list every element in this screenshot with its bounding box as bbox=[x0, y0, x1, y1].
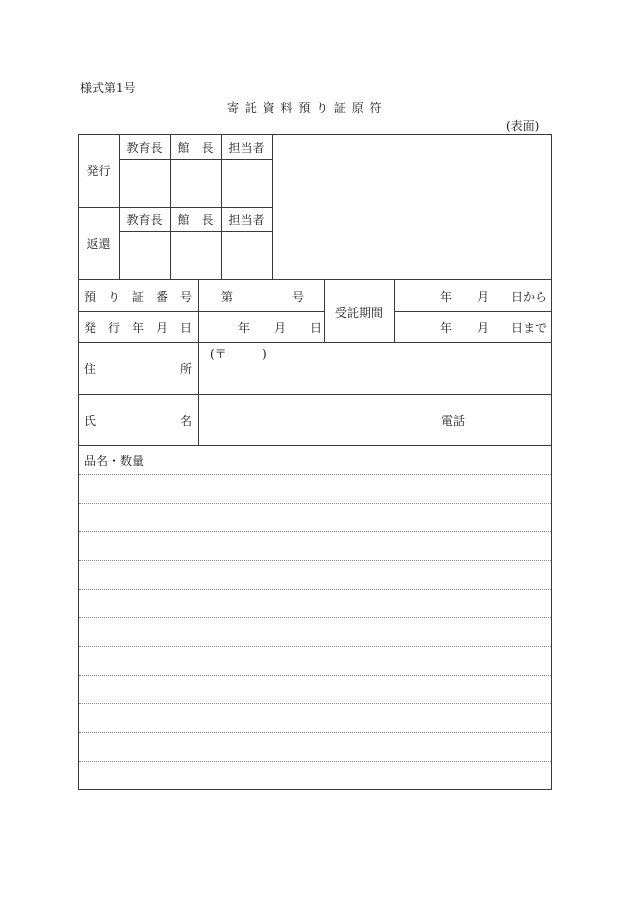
postal-open: (〒 bbox=[210, 347, 227, 361]
address-input[interactable] bbox=[200, 362, 550, 392]
receipt-number-prefix: 第 bbox=[221, 290, 234, 304]
form-number: 様式第1号 bbox=[80, 81, 136, 95]
issue-date-label: 発 行 年 月 日 bbox=[84, 321, 192, 335]
item-line bbox=[79, 474, 551, 475]
receipt-number-label: 預 り 証 番 号 bbox=[84, 290, 192, 304]
remarks-area[interactable] bbox=[273, 135, 551, 279]
issue-col-director: 館 長 bbox=[177, 141, 214, 155]
period-from-month: 月 bbox=[477, 290, 490, 304]
period-to-year: 年 bbox=[440, 321, 453, 335]
postal-close: ) bbox=[262, 347, 267, 361]
issue-col-staff: 担当者 bbox=[228, 141, 265, 155]
issue-stamp-staff[interactable] bbox=[222, 160, 272, 207]
name-label: 氏 名 bbox=[84, 414, 192, 428]
receipt-number-input[interactable] bbox=[236, 284, 288, 306]
issue-date-month: 月 bbox=[274, 321, 287, 335]
return-label: 返還 bbox=[86, 237, 111, 251]
return-col-superintendent: 教育長 bbox=[126, 213, 163, 227]
receipt-number-suffix: 号 bbox=[292, 290, 305, 304]
side-label: (表面) bbox=[506, 119, 540, 133]
issue-label: 発行 bbox=[86, 164, 111, 178]
period-from-year: 年 bbox=[440, 290, 453, 304]
return-col-director: 館 長 bbox=[177, 213, 214, 227]
period-label: 受託期間 bbox=[334, 306, 383, 320]
page-title: 寄 託 資 料 預 り 証 原 符 bbox=[227, 101, 383, 115]
return-stamp-director[interactable] bbox=[171, 232, 221, 279]
return-stamp-staff[interactable] bbox=[222, 232, 272, 279]
period-to-day: 日まで bbox=[511, 321, 548, 335]
return-stamp-superintendent[interactable] bbox=[120, 232, 170, 279]
address-label: 住 所 bbox=[84, 362, 192, 376]
issue-col-superintendent: 教育長 bbox=[126, 141, 163, 155]
return-col-staff: 担当者 bbox=[228, 213, 265, 227]
issue-stamp-superintendent[interactable] bbox=[120, 160, 170, 207]
items-label: 品名・数量 bbox=[84, 454, 145, 468]
phone-label: 電話 bbox=[441, 414, 466, 428]
issue-date-year: 年 bbox=[238, 321, 251, 335]
issue-date-day: 日 bbox=[310, 321, 323, 335]
issue-stamp-director[interactable] bbox=[171, 160, 221, 207]
period-from-day: 日から bbox=[511, 290, 548, 304]
name-input[interactable] bbox=[200, 396, 430, 443]
period-to-month: 月 bbox=[477, 321, 490, 335]
items-input-area[interactable] bbox=[80, 476, 550, 788]
